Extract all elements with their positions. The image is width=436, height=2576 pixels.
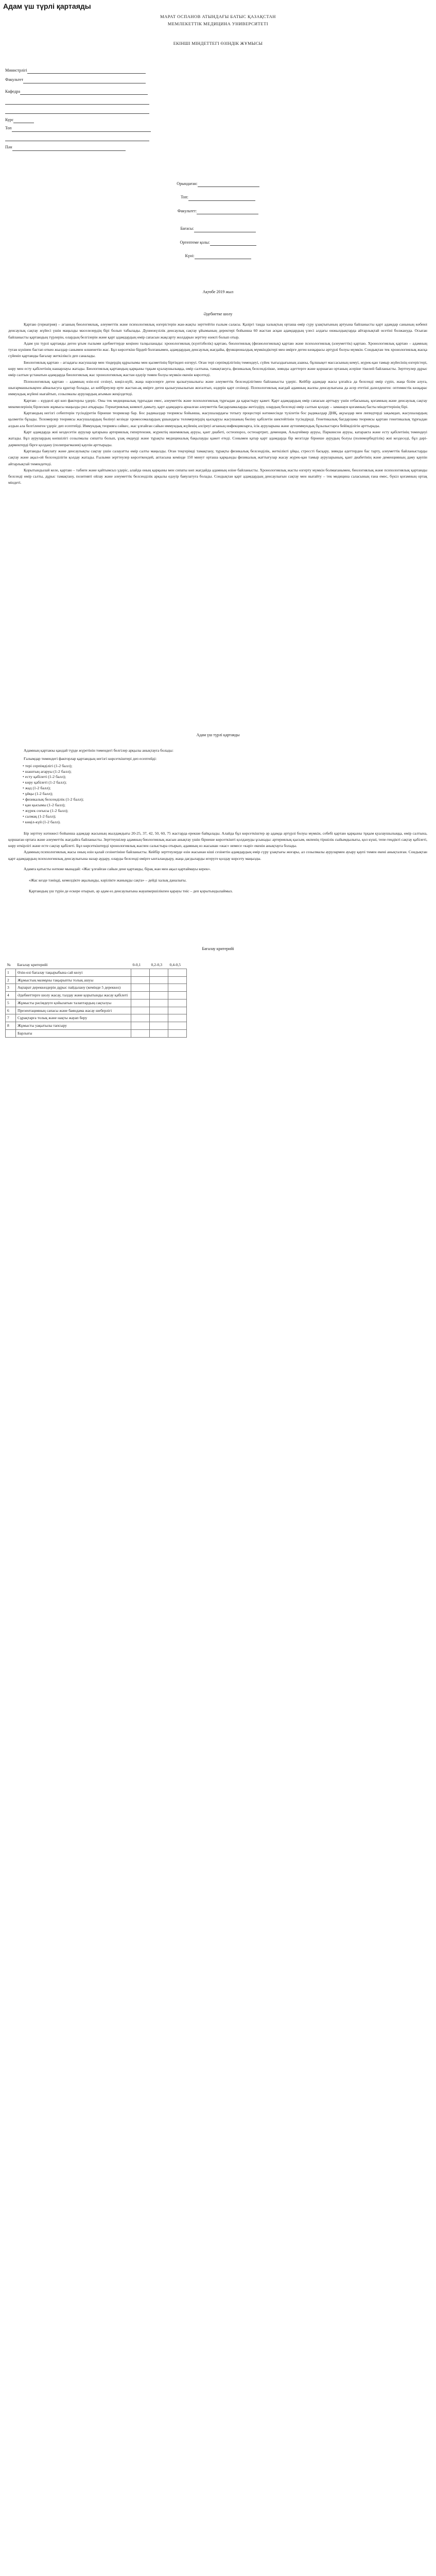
intro-paragraph: Қартаю (гериатрия) – ағзаның биологиялық, әлеуметтік және психологиялық өзгерістерін жан-жақты зерттейтін ғылым саласы. Қазіргі таңда халықтың орташа өмір сүру ұзақтығының артуына байланысты қарт адамдар санының көбеюі денсаулық сақтау жүйесі үшін маңызды мәселелердің бірі болып табылады. Дүниежүзілік денсаулық сақтау ұйымының деректері бойынша 60 жастан асқан адамдардың үлесі алдағы онжылдықтарда айтарлықтай өсетіні болжануда. Осыған байланысты қартаюдың түрлерін, олардың белгілерін және қарт адамдардың өмір сапасын жақсарту жолдарын зерттеу өзекті болып отыр. bbox=[8, 322, 427, 340]
section2-lead: Ғалымдар төмендегі факторлар қартаюдың негізгі көрсеткіштері деп есептейді: bbox=[24, 756, 157, 761]
list-item: • физикалық белсенділік (1-2 балл); bbox=[23, 797, 427, 803]
list-item: • көңіл-күй (1-2 балл). bbox=[23, 820, 427, 825]
section2-intro: Адамның қартаюы қандай түрде жүретінін төмендегі белгілер арқылы анықтауға болады: bbox=[24, 748, 173, 753]
score-cell[interactable] bbox=[168, 1022, 187, 1030]
field-discipline-line[interactable] bbox=[12, 146, 126, 151]
page-title: Адам үш түрлі қартаяды bbox=[3, 2, 91, 10]
row-text: Сұрақтарға толық және нақты жауап беру bbox=[16, 1014, 131, 1022]
row-num: 5 bbox=[6, 999, 16, 1007]
section2-body bbox=[8, 748, 427, 894]
header-score-1: 0-0,1 bbox=[132, 962, 141, 967]
list-item: • салмақ (1-2 балл); bbox=[23, 814, 427, 820]
row-num: 1 bbox=[6, 969, 16, 976]
field-ministry-label: Министрлігі bbox=[5, 68, 27, 73]
field-discipline bbox=[5, 144, 151, 150]
section2-paragraph: Бір зерттеу нәтижесі бойынша адамдар жасының жылдамдығы 20-25, 37, 42, 50, 60, 75 жастарда ерекше байқалады. Алайда бұл көрсеткіштер әр адамда әртүрлі болуы мүмкін, себебі қартаю қарқыны тұқым қуалаушылыққа, өмір салтына, қоршаған ортаға және әлеуметтік жағдайға байланысты. Зерттеушілер адамның биологиялық жасын анықтау үшін бірнеше көрсеткішті қолдануды ұсынады: артериялық қысым, өкпенің тіршілік сыйымдылығы, қол күші, тепе-теңдікті сақтау қабілеті, көру өткірлігі және есте сақтау қабілеті. Бұл көрсеткіштерді хронологиялық жаспен салыстыра отырып, адамның өз жасынан «жас» немесе «кәрі» екенін анықтауға болады. bbox=[8, 831, 427, 849]
score-cell[interactable] bbox=[131, 1022, 150, 1030]
header-score-2: 0,2-0,3 bbox=[151, 962, 163, 967]
field-group-label: Топ bbox=[5, 126, 12, 131]
row-num: 6 bbox=[6, 1007, 16, 1014]
signoff-performed-label: Орындаған: bbox=[177, 181, 198, 186]
list-item: • жад (1-2 балл); bbox=[23, 786, 427, 791]
form-lines bbox=[5, 67, 151, 151]
factor-list bbox=[23, 764, 427, 825]
field-faculty bbox=[5, 77, 151, 83]
score-cell[interactable] bbox=[131, 999, 150, 1007]
score-cell[interactable] bbox=[131, 1029, 150, 1037]
intro-paragraph: Қартаюды баяулату және денсаулықты сақтау үшін салауатты өмір салты маңызды. Оған теңгерімді тамақтану, тұрақты физикалық белсенділік, жеткілікті ұйқы, стрессті басқару, зиянды әдеттерден бас тарту, әлеуметтік байланыстарды сақтау және ақыл-ой белсенділігін қолдау жатады. Ғылыми зерттеулер көрсеткендей, аптасына кемінде 150 минут орташа қарқынды физикалық жаттығулар жасау жүрек-қан тамыр ауруларының, қант диабетінің және деменцияның даму қаупін айтарлықтай төмендетеді. bbox=[8, 448, 427, 466]
score-cell[interactable] bbox=[150, 969, 168, 976]
row-text: Жұмыстың мазмұны тақырыпты толық ашуы bbox=[16, 976, 131, 984]
intro-paragraph: Қартаюдың негізгі себептерін түсіндіретін бірнеше теориялар бар. Бос радикалдар теориясы бойынша, жасушалардағы тотығу процестері нәтижесінде түзілетін бос радикалдар ДНҚ, ақуыздар мен липидтерді зақымдап, жасушалардың қызметін бұзады. Теломерлер теориясы жасушалардың бөлінуі кезінде хромосомалардың ұшындағы теломерлердің қысқаруы жасушаның бөліну қабілетін шектейтінін түсіндіреді. Генетикалық бағдарлама теориясы қартаю генетикалық тұрғыдан алдын ала белгіленген үдеріс деп есептейді. Иммундық теорияға сәйкес, жас ұлғайған сайын иммундық жүйенің әлсіреуі ағзаның инфекцияларға, ісік ауруларына және аутоиммундық бұзылыстарға бейімділігін арттырады. bbox=[8, 411, 427, 428]
total-label: Барлығы bbox=[16, 1029, 131, 1037]
score-cell[interactable] bbox=[168, 976, 187, 984]
signoff-grade-line[interactable] bbox=[194, 228, 256, 232]
table-total-row bbox=[6, 1029, 187, 1037]
row-text: Әдебиеттерге шолу жасау, талдау және қорытынды жасау қабілеті bbox=[16, 992, 131, 999]
row-num: 7 bbox=[6, 1014, 16, 1022]
score-cell[interactable] bbox=[168, 984, 187, 992]
header-criteria: Бағалау критерийі bbox=[17, 962, 48, 967]
score-cell[interactable] bbox=[168, 992, 187, 999]
quote-lead: Адамға қатысты нәтиже мынадай: «Жас ұлғайған сайын дене қартаяды, бірақ жан мен ақыл қартаймауы керек». bbox=[24, 867, 211, 872]
score-cell[interactable] bbox=[150, 1014, 168, 1022]
field-blank-line-1[interactable] bbox=[5, 100, 149, 105]
score-cell[interactable] bbox=[168, 969, 187, 976]
signoff-group-label: Топ: bbox=[181, 195, 188, 200]
table-header-row bbox=[6, 961, 187, 969]
score-cell[interactable] bbox=[168, 999, 187, 1007]
signoff-performed-line[interactable] bbox=[198, 182, 259, 187]
table-row bbox=[6, 1022, 187, 1030]
score-cell[interactable] bbox=[131, 984, 150, 992]
signoff-date bbox=[0, 253, 436, 259]
table-row bbox=[6, 1014, 187, 1022]
list-item: • тері серпімділігі (1-2 балл); bbox=[23, 764, 427, 769]
table-row bbox=[6, 976, 187, 984]
signoff-signature-line[interactable] bbox=[210, 241, 256, 246]
table-title: Бағалау критерийі bbox=[202, 946, 234, 951]
row-text: Өзін-өзі бағалау тақырыбына сай келуі bbox=[16, 969, 131, 976]
criteria-table-wrap bbox=[5, 961, 187, 1038]
list-item: • шаштың ағаруы (1-2 балл); bbox=[23, 769, 427, 775]
signoff-signature-label: Ортептеме қолы: bbox=[180, 240, 210, 245]
row-num: 4 bbox=[6, 992, 16, 999]
intro-paragraph: Қарт адамдарда жиі кездесетін аурулар қатарына артериялық гипертензия, жүректің ишемиялық ауруы, қант диабеті, остеопороз, остеоартрит, деменция, Альцгеймер ауруы, Паркинсон ауруы, катаракта және есту қабілетінің төмендеуі жатады. Бұл аурулардың көпшілігі созылмалы сипатта болып, ұзақ емдеуді және тұрақты медициналық бақылауды қажет етеді. Сонымен қатар қарт адамдарда бір мезгілде бірнеше аурудың болуы (полиморбидтілік) жиі кездеседі, бұл дәрі-дәрмектерді бірге қолдану (полипрагмазия) қаупін арттырады. bbox=[8, 430, 427, 447]
score-cell[interactable] bbox=[150, 976, 168, 984]
form-title: ЕКІНШІ МІНДЕТТЕГІ ӨЗІНДІК ЖҰМЫСЫ bbox=[173, 41, 263, 46]
university-line-2: МЕМЛЕКЕТТІК МЕДИЦИНА УНИВЕРСИТЕТІ bbox=[167, 21, 269, 26]
intro-title: Әдебиетке шолу bbox=[203, 312, 233, 316]
score-cell[interactable] bbox=[150, 1022, 168, 1030]
university-line-1: МАРАТ ОСПАНОВ АТЫНДАҒЫ БАТЫС ҚАЗАҚСТАН bbox=[160, 14, 276, 19]
field-group bbox=[5, 125, 151, 131]
field-blank-line-2[interactable] bbox=[5, 109, 149, 114]
header-score-3: 0,4-0,5 bbox=[169, 962, 181, 967]
score-cell[interactable] bbox=[168, 1029, 187, 1037]
score-cell[interactable] bbox=[150, 984, 168, 992]
field-faculty-label: Факультет bbox=[5, 77, 24, 82]
intro-paragraph: Биологиялық қартаю – ағзадағы жасушалар мен тіндердің құрылымы мен қызметінің біртіндеп өзгеруі. Оған тері серпімділігінің төмендеуі, сүйек тығыздығының азаюы, бұлшықет массасының кемуі, жүрек-қан тамыр жүйесінің өзгерістері, көру мен есту қабілетінің нашарлауы жатады. Биологиялық қартаюдың қарқыны тұқым қуалаушылыққа, өмір салтына, тамақтануға, физикалық белсенділікке, зиянды әдеттерге және қоршаған ортаның әсеріне тікелей байланысты. Зерттеулер дұрыс өмір салтын ұстанатын адамдарда биологиялық жас хронологиялық жастан едәуір төмен болуы мүмкін екенін көрсетеді. bbox=[8, 360, 427, 378]
score-cell[interactable] bbox=[131, 969, 150, 976]
list-item: • жүрек соғысы (1-2 балл); bbox=[23, 808, 427, 814]
field-blank-line-3[interactable] bbox=[5, 137, 149, 141]
row-num: 2 bbox=[6, 976, 16, 984]
field-blank-3 bbox=[5, 135, 151, 141]
score-cell[interactable] bbox=[131, 1014, 150, 1022]
field-discipline-label: Пән bbox=[5, 145, 12, 150]
signoff-faculty-line[interactable] bbox=[197, 210, 258, 214]
row-text: Жұмысты уақытылы тапсыру bbox=[16, 1022, 131, 1030]
quote-1: «Жас кезде тәніңді, кемелдікте ақылыңды, кәрілікте жаныңды сақта» – дейді халық даналығы. bbox=[29, 878, 187, 883]
score-cell[interactable] bbox=[131, 976, 150, 984]
intro-paragraph: Қартаю – күрделі әрі көп факторлы үдеріс. Оны тек медициналық тұрғыдан емес, әлеуметтік және психологиялық тұрғыдан да қарастыру қажет. Қарт адамдардың өмір сапасын арттыру үшін отбасының, қоғамның және денсаулық сақтау мекемелерінің бірлескен жұмысы маңызды рөл атқарады. Гериатриялық көмекті дамыту, қарт адамдарға арналған әлеуметтік бағдарламаларды жетілдіру, олардың белсенді өмір салтын қолдау – заманауи қоғамның басты міндеттерінің бірі. bbox=[8, 398, 427, 409]
field-course bbox=[5, 117, 151, 123]
signoff-signature bbox=[0, 240, 436, 246]
header-num: № bbox=[7, 962, 11, 967]
quote-2: Қартаюдың үш түрін де ескере отырып, әр адам өз денсаулығына жауапкершілікпен қарауы тиіс – деп қорытындылаймыз. bbox=[29, 888, 233, 893]
list-item: • қан қысымы (1-2 балл); bbox=[23, 803, 427, 808]
score-cell[interactable] bbox=[168, 1007, 187, 1014]
intro-body bbox=[8, 321, 427, 486]
signoff-group-line[interactable] bbox=[188, 196, 255, 201]
intro-paragraph: Адам үш түрлі қартаяды деген ұғым ғылыми әдебиеттерде кеңінен талқыланады: хронологиялық (күнтізбелік) қартаю, биологиялық (физиологиялық) қартаю және психологиялық (әлеуметтік) қартаю. Хронологиялық қартаю – адамның туған күнінен бастап өткен жылдар санымен өлшенетін жас. Бұл көрсеткіш бірдей болғанымен, адамдардың денсаулық жағдайы, функционалдық мүмкіндіктері мен өмірге деген көзқарасы әртүрлі болуы мүмкін. Сондықтан тек хронологиялық жасқа сүйеніп қартаюды бағалау жеткіліксіз деп саналады. bbox=[8, 341, 427, 359]
row-text: Жұмысты рәсімдеуге қойылатын талаптардың сақталуы bbox=[16, 999, 131, 1007]
signoff-date-label: Күні: bbox=[185, 253, 195, 258]
signoff-group bbox=[0, 194, 436, 200]
field-faculty-line[interactable] bbox=[23, 79, 146, 83]
field-department-label: Кафедра bbox=[5, 89, 21, 94]
table-row bbox=[6, 984, 187, 992]
score-cell[interactable] bbox=[131, 1007, 150, 1014]
field-department bbox=[5, 89, 151, 95]
score-cell[interactable] bbox=[150, 992, 168, 999]
score-cell[interactable] bbox=[150, 999, 168, 1007]
row-text: Презентацияның сапасы және баяндама жасау шеберлігі bbox=[16, 1007, 131, 1014]
signoff-grade-label: Бағасы: bbox=[180, 226, 194, 231]
field-blank-2 bbox=[5, 108, 151, 114]
field-ministry-line[interactable] bbox=[27, 69, 146, 74]
field-course-label: Курс bbox=[5, 117, 14, 122]
table-row bbox=[6, 969, 187, 976]
score-cell[interactable] bbox=[168, 1014, 187, 1022]
intro-paragraph: Психологиялық қартаю – адамның өзін-өзі сезінуі, көңіл-күйі, жаңа нәрселерге деген қызығушылығы және әлеуметтік белсенділігімен байланысты үдеріс. Кейбір адамдар жасы ұлғайса да белсенді өмір сүріп, жаңа білім алуға, шығармашылықпен айналысуға құштар болады, ал кейбіреулер ерте жастан-ақ өмірге деген қызығушылығын жоғалтып, өздерін қарт сезінеді. Психологиялық жағдай адамның жалпы денсаулығына да әсер ететіні дәлелденген: оптимистік көзқарас иммундық жүйені нығайтып, созылмалы аурулардың ағымын жеңілдетеді. bbox=[8, 379, 427, 397]
table-row bbox=[6, 992, 187, 999]
table-row bbox=[6, 1007, 187, 1014]
section2-paragraph: Адамның психологиялық жасы оның өзін қалай сезінетініне байланысты. Кейбір зерттеулерде өзін жасынан кіші сезінетін адамдардың өмір сүру ұзақтығы жоғары, ал созылмалы аурулармен ауыру қаупі төмен екені анықталған. Сондықтан қарт адамдардың психологиялық денсаулығына назар аудару, оларды белсенді өмірге ынталандыру, жаңа дағдыларды игеруге қолдау көрсету маңызды. bbox=[8, 850, 427, 861]
field-group-line[interactable] bbox=[12, 127, 151, 132]
intro-paragraph: Қорытындылай келе, қартаю – табиғи және қайтымсыз үдеріс, алайда оның қарқыны мен сипаты көп жағдайда адамның өзіне байланысты. Хронологиялық жасты өзгерту мүмкін болмағанымен, биологиялық және психологиялық қартаюды белсенді өмір салты, дұрыс тамақтану, позитивті ойлау және әлеуметтік белсенділік арқылы едәуір баяулатуға болады. Сондықтан қарт адамдардың денсаулығын сақтау мен нығайту – тек медицина саласының ғана емес, бүкіл қоғамның ортақ міндеті. bbox=[8, 467, 427, 485]
field-department-line[interactable] bbox=[20, 90, 148, 95]
criteria-table bbox=[5, 961, 187, 1038]
row-num bbox=[6, 1029, 16, 1037]
city-year: Ақтөбе 2019 жыл bbox=[202, 290, 234, 294]
table-row bbox=[6, 999, 187, 1007]
list-item: • көру қабілеті (1-2 балл); bbox=[23, 780, 427, 786]
signoff-block bbox=[0, 181, 436, 259]
row-num: 3 bbox=[6, 984, 16, 992]
field-ministry bbox=[5, 67, 151, 74]
signoff-date-line[interactable] bbox=[195, 255, 251, 259]
row-text: Ақпарат дереккөздерін дұрыс пайдалану (кемінде 5 дереккөз) bbox=[16, 984, 131, 992]
field-course-line[interactable] bbox=[13, 118, 34, 123]
signoff-performed bbox=[0, 181, 436, 187]
list-item: • ұйқы (1-2 балл); bbox=[23, 791, 427, 797]
signoff-faculty-label: Факультет: bbox=[177, 208, 197, 213]
score-cell[interactable] bbox=[150, 1029, 168, 1037]
score-cell[interactable] bbox=[150, 1007, 168, 1014]
signoff-grade bbox=[0, 226, 436, 232]
field-blank-1 bbox=[5, 98, 151, 104]
list-item: • есту қабілеті (1-2 балл); bbox=[23, 774, 427, 780]
score-cell[interactable] bbox=[131, 992, 150, 999]
section2-title: Адам үш түрлі қартаяды bbox=[196, 733, 240, 737]
signoff-faculty bbox=[0, 208, 436, 214]
row-num: 8 bbox=[6, 1022, 16, 1030]
